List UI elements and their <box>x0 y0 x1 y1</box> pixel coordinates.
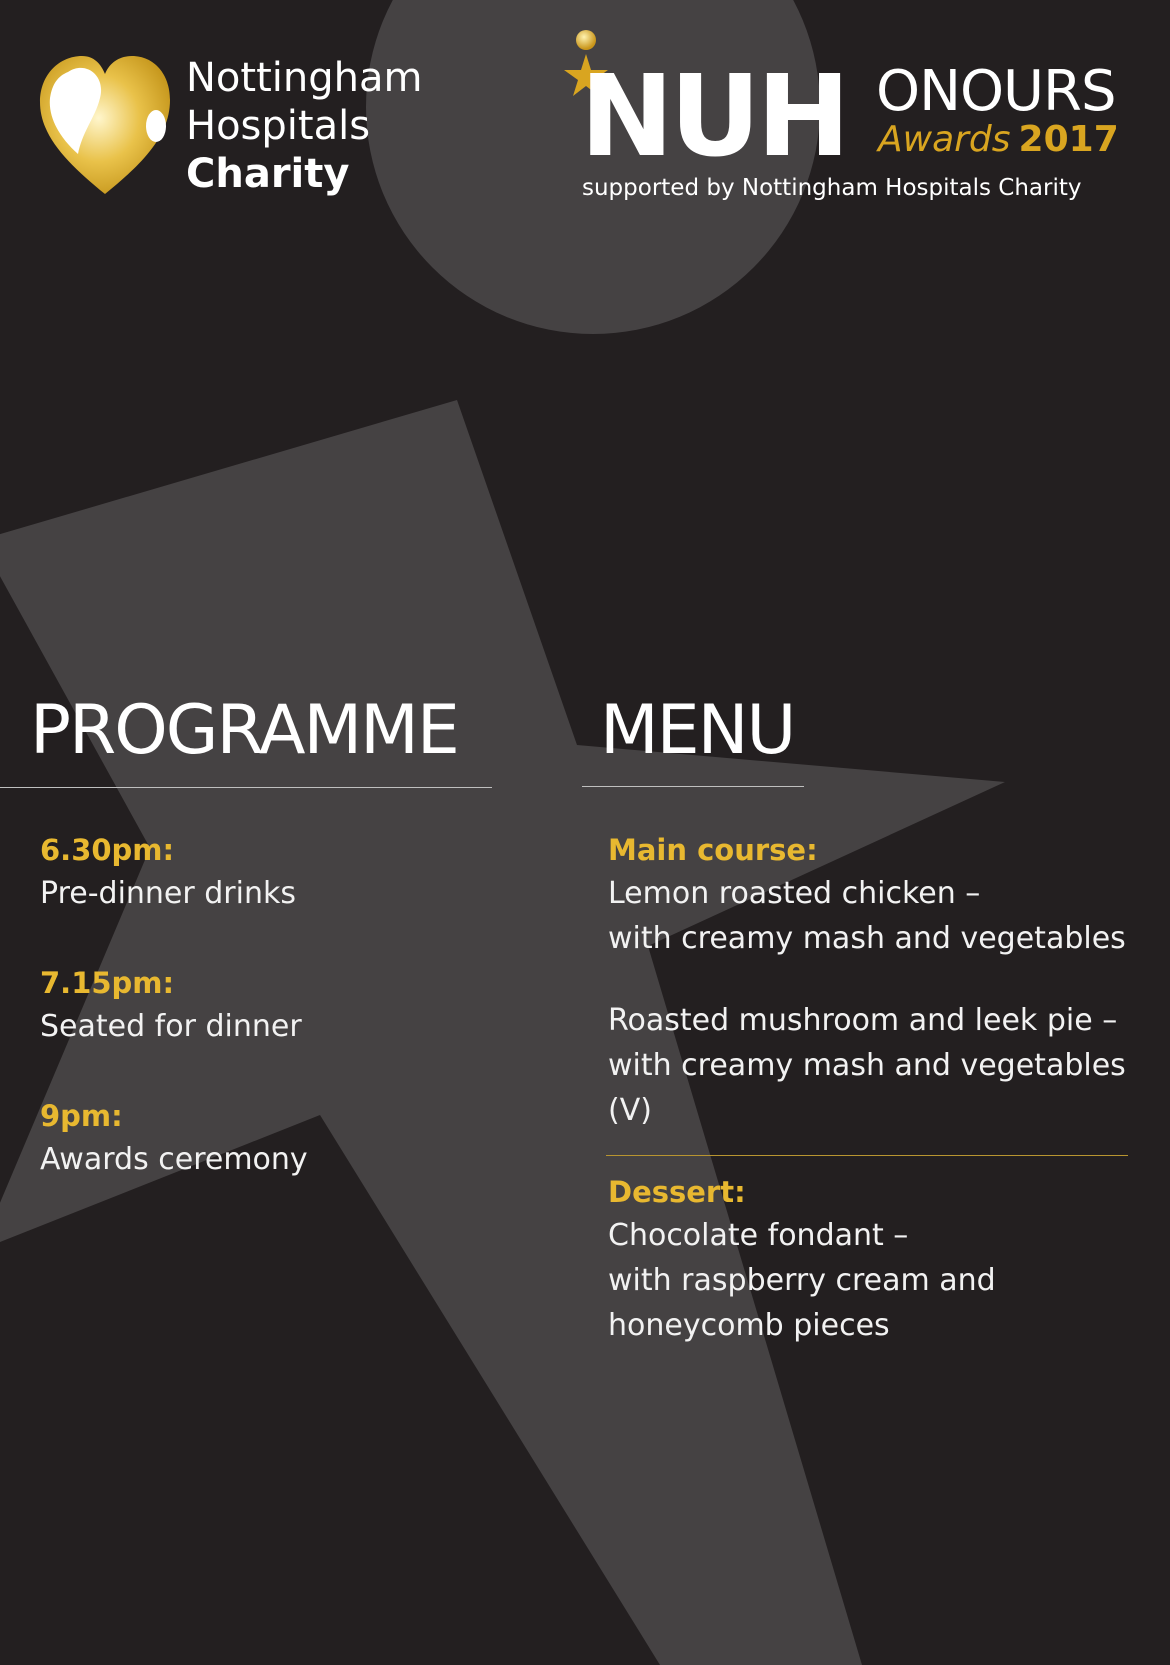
programme-item <box>40 962 560 1050</box>
programme-time: 9pm: <box>40 1099 123 1133</box>
awards-year-line <box>878 120 1119 160</box>
menu-divider <box>582 786 804 787</box>
programme-divider <box>0 787 492 788</box>
dish-2-vegetarian-mark: (V) <box>608 1093 652 1128</box>
supported-by-text: supported by Nottingham Hospitals Charity <box>582 175 1082 201</box>
charity-name-line3: Charity <box>186 151 350 197</box>
dessert-name: Chocolate fondant – <box>608 1218 909 1253</box>
dish-1-description: with creamy mash and vegetables <box>608 921 1126 956</box>
menu-heading: MENU <box>600 691 795 770</box>
main-course-section <box>608 829 1148 961</box>
charity-name-line2: Hospitals <box>186 103 371 149</box>
programme-activity: Pre-dinner drinks <box>40 876 296 911</box>
dish-1-name: Lemon roasted chicken – <box>608 876 981 911</box>
programme-time: 6.30pm: <box>40 833 175 867</box>
dessert-divider <box>606 1155 1128 1156</box>
dessert-description-line2: honeycomb pieces <box>608 1308 890 1343</box>
programme-activity: Awards ceremony <box>40 1142 308 1177</box>
programme-activity: Seated for dinner <box>40 1009 302 1044</box>
programme-time: 7.15pm: <box>40 966 175 1000</box>
charity-logo <box>38 50 438 210</box>
dessert-description-line1: with raspberry cream and <box>608 1263 996 1298</box>
charity-name-line1: Nottingham <box>186 55 423 101</box>
main-course-label: Main course: <box>608 833 818 867</box>
gold-heart-icon <box>38 54 172 196</box>
dessert-label: Dessert: <box>608 1175 746 1209</box>
awards-year: 2017 <box>1018 119 1119 160</box>
dessert-section <box>608 1171 1148 1348</box>
nuh-wordmark: NUH <box>580 52 847 182</box>
programme-item <box>40 829 560 917</box>
dish-2-description: with creamy mash and vegetables <box>608 1048 1126 1083</box>
programme-heading: PROGRAMME <box>30 691 458 770</box>
dish-2-section <box>608 998 1148 1133</box>
programme-item <box>40 1095 560 1183</box>
nuh-honours-logo <box>560 28 1132 218</box>
dish-2-name: Roasted mushroom and leek pie – <box>608 1003 1118 1038</box>
onours-wordmark: ONOURS <box>876 59 1116 124</box>
awards-word: Awards <box>878 119 1011 160</box>
